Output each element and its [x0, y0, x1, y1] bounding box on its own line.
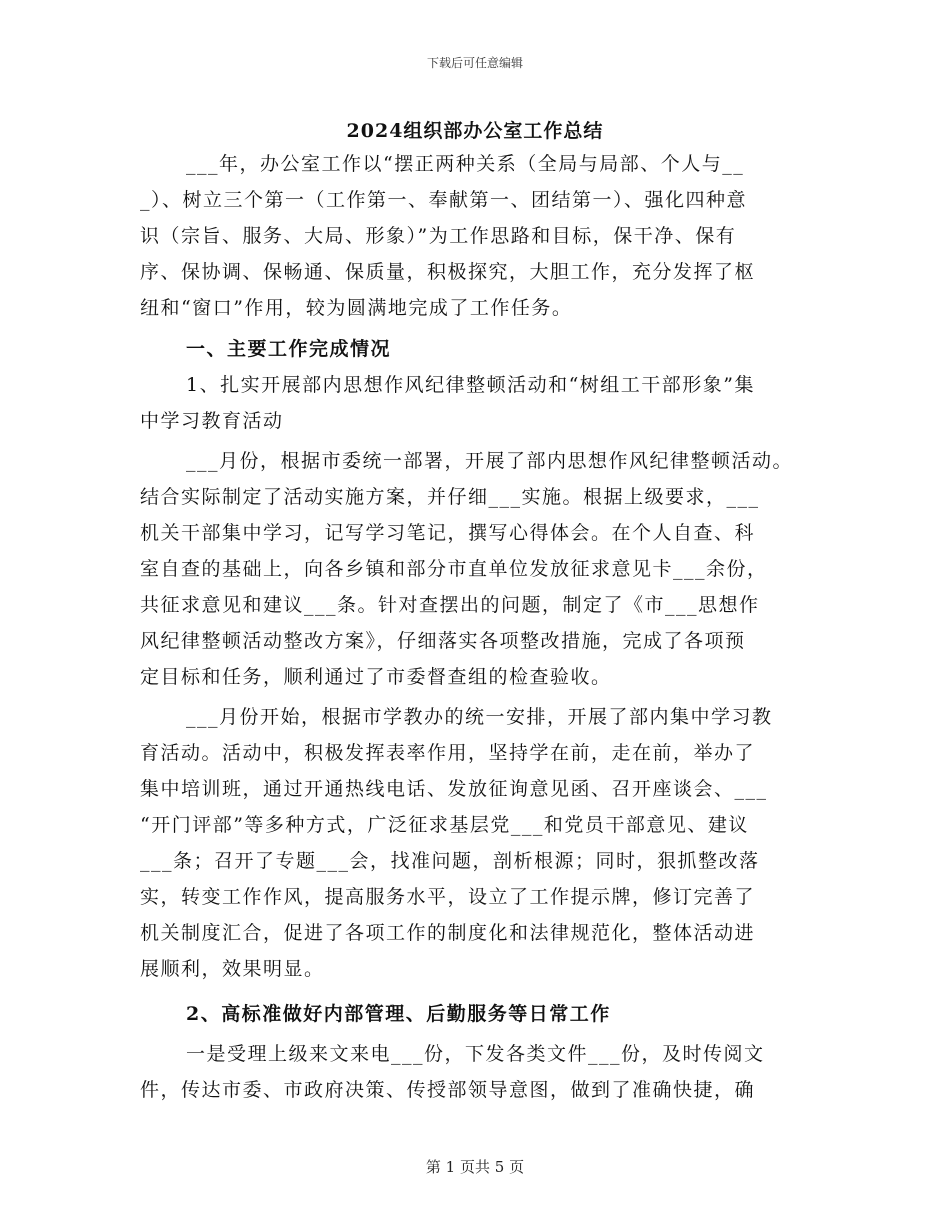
section-heading: 一、主要工作完成情况 — [186, 338, 392, 360]
paragraph-line: 件，传达市委、市政府决策、传授部领导意图，做到了准确快捷，确 — [140, 1079, 756, 1101]
page-footer: 第 1 页共 5 页 — [425, 1158, 525, 1176]
subsection-heading: 2、高标准做好内部管理、后勤服务等日常工作 — [186, 1003, 611, 1025]
subsection-heading: 1、扎实开展部内思想作风纪律整顿活动和“树组工干部形象”集 — [186, 374, 756, 396]
paragraph-line: “开门评部”等多种方式，广泛征求基层党___和党员干部意见、建议 — [140, 814, 749, 836]
paragraph-line: 机关干部集中学习，记写学习笔记，撰写心得体会。在个人自查、科 — [140, 522, 756, 544]
paragraph-line: ___月份开始，根据市学教办的统一安排，开展了部内集中学习教 — [186, 706, 773, 728]
paragraph-line: 结合实际制定了活动实施方案，并仔细___实施。根据上级要求，___ — [140, 486, 760, 508]
paragraph-line: 纽和“窗口”作用，较为圆满地完成了工作任务。 — [140, 297, 573, 319]
paragraph-line: 一是受理上级来文来电___份，下发各类文件___份，及时传阅文 — [186, 1043, 765, 1065]
paragraph-line: ___月份，根据市委统一部署，开展了部内思想作风纪律整顿活动。 — [186, 450, 794, 472]
paragraph-line: 序、保协调、保畅通、保质量，积极探究，大胆工作，充分发挥了枢 — [140, 261, 756, 283]
paragraph-line: ___条；召开了专题___会，找准问题，剖析根源；同时，狠抓整改落 — [140, 850, 760, 872]
paragraph-line: 定目标和任务，顺利通过了市委督查组的检查验收。 — [140, 666, 612, 688]
paragraph-line: 展顺利，效果明显。 — [140, 958, 325, 980]
page-header: 下载后可任意编辑 — [426, 56, 523, 70]
paragraph-line: 实，转变工作作风，提高服务水平，设立了工作提示牌，修订完善了 — [140, 886, 756, 908]
paragraph-line: _）、树立三个第一（工作第一、奉献第一、团结第一）、强化四种意 — [140, 189, 748, 211]
paragraph-line: 共征求意见和建议___条。针对查摆出的问题，制定了《市___思想作 — [140, 594, 760, 616]
paragraph-line: 育活动。活动中，积极发挥表率作用，坚持学在前，走在前，举办了 — [140, 742, 756, 764]
paragraph-line: 识（宗旨、服务、大局、形象）”为工作思路和目标，保干净、保有 — [140, 225, 737, 247]
paragraph-line: 机关制度汇合，促进了各项工作的制度化和法律规范化，整体活动进 — [140, 922, 756, 944]
paragraph-line: 风纪律整顿活动整改方案》，仔细落实各项整改措施，完成了各项预 — [140, 630, 746, 652]
paragraph-line: 室自查的基础上，向各乡镇和部分市直单位发放征求意见卡___余份， — [140, 558, 768, 580]
paragraph-line: ___年，办公室工作以“摆正两种关系（全局与局部、个人与__ — [186, 153, 745, 175]
paragraph-line: 集中培训班，通过开通热线电话、发放征询意见函、召开座谈会、___ — [140, 778, 768, 800]
document-title: 2024组织部办公室工作总结 — [346, 120, 604, 142]
subsection-heading: 中学习教育活动 — [140, 410, 284, 432]
